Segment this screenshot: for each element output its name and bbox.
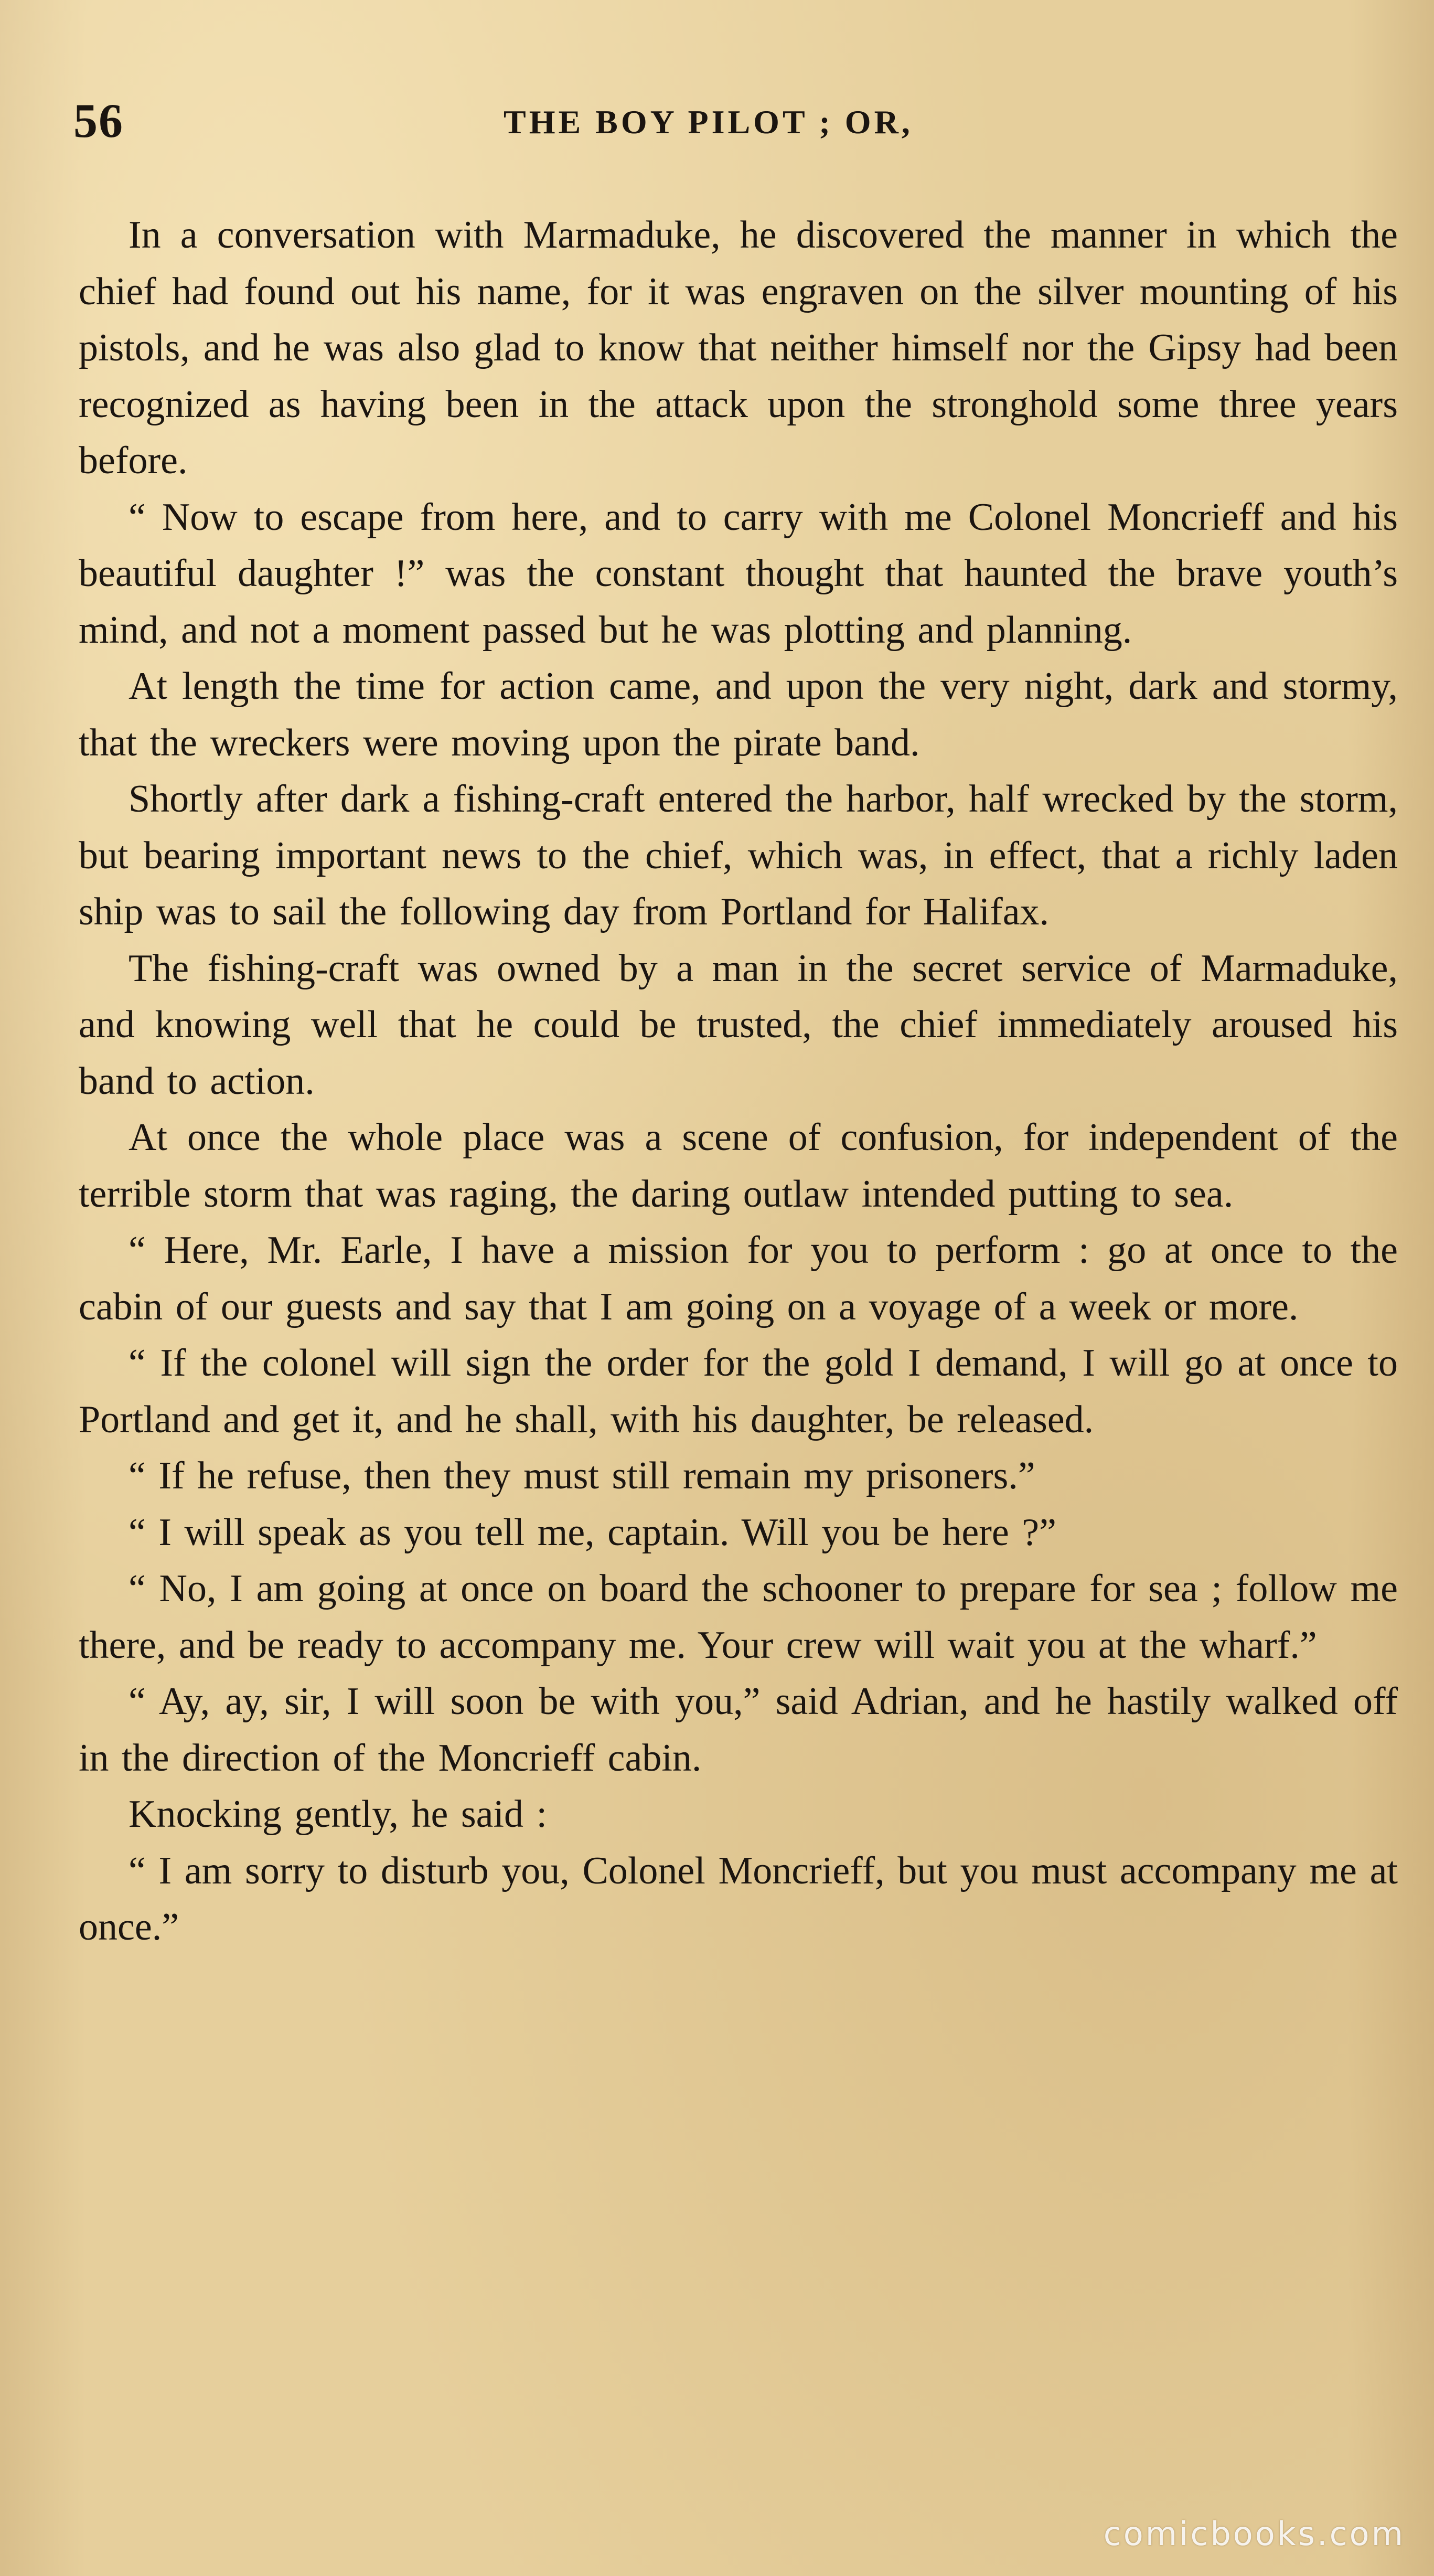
running-head bbox=[73, 92, 1395, 150]
paragraph-13: Knocking gently, he said : bbox=[129, 1793, 548, 1836]
paragraph-11: “ No, I am going at once on board the schooner to prepare for sea ; follow me there, and be ready to accompany me. Your crew will wait you at the wharf.” bbox=[79, 1567, 1398, 1667]
paragraph-3: At length the time for action came, and upon the very night, dark and stormy, that the wreckers were moving upon the pirate band. bbox=[79, 665, 1398, 764]
paragraph-1: In a conversation with Marmaduke, he discovered the manner in which the chief had found out his name, for it was engraven on the silver mounting of his pistols, and he was also glad to know that neither himself nor the Gipsy had been recognized as having been in the attack upon the stronghold some three years before. bbox=[79, 214, 1398, 482]
site-watermark: comicbooks.com bbox=[1103, 2515, 1405, 2553]
paragraph-12: “ Ay, ay, sir, I will soon be with you,” said Adrian, and he hastily walked off in the direction of the Moncrieff cabin. bbox=[79, 1680, 1398, 1780]
paragraph-7: “ Here, Mr. Earle, I have a mission for you to perform : go at once to the cabin of our guests and say that I am going on a voyage of a week or more. bbox=[79, 1229, 1398, 1328]
paragraph-10: “ I will speak as you tell me, captain. Will you be here ?” bbox=[129, 1510, 1056, 1554]
body-text bbox=[79, 207, 1398, 1956]
paragraph-8: “ If the colonel will sign the order for the gold I demand, I will go at once to Portland and get it, and he shall, with his daughter, be released. bbox=[79, 1342, 1398, 1441]
paragraph-6: At once the whole place was a scene of confusion, for independent of the terrible storm that was raging, the daring outlaw intended putting to sea. bbox=[79, 1116, 1398, 1216]
paragraph-14: “ I am sorry to disturb you, Colonel Moncrieff, but you must accompany me at once.” bbox=[79, 1849, 1398, 1949]
paragraph-4: Shortly after dark a fishing-craft entered the harbor, half wrecked by the storm, but bearing important news to the chief, which was, in effect, that a richly laden ship was to sail the following day from Portland for Halifax. bbox=[79, 778, 1398, 933]
paragraph-9: “ If he refuse, then they must still remain my prisoners.” bbox=[129, 1454, 1035, 1497]
paragraph-2: “ Now to escape from here, and to carry with me Colonel Moncrieff and his beautiful daughter !” was the constant thought that haunted the brave youth’s mind, and not a moment passed but he was plotting and planning. bbox=[79, 495, 1398, 652]
running-title: THE BOY PILOT ; OR, bbox=[504, 103, 913, 141]
paragraph-5: The fishing-craft was owned by a man in the secret service of Marmaduke, and knowing well that he could be trusted, the chief immediately aroused his band to action. bbox=[79, 946, 1398, 1103]
page-number: 56 bbox=[73, 94, 124, 147]
